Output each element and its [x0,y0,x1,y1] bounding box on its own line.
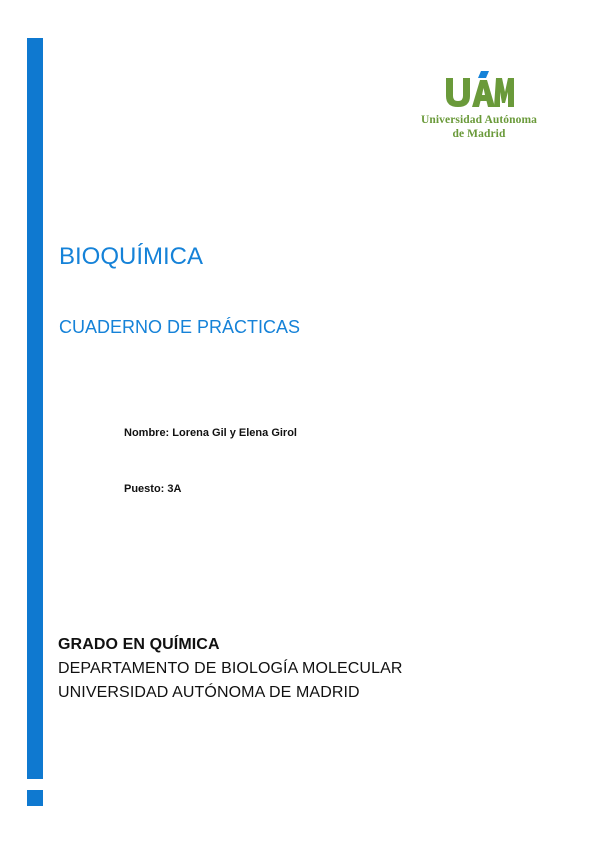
decorative-side-bar [27,38,43,779]
department-name: DEPARTAMENTO DE BIOLOGÍA MOLECULAR [58,660,403,677]
uam-logo-mark [442,70,514,110]
decorative-side-square [27,790,43,806]
university-logo [404,70,554,145]
logo-university-line1: Universidad Autónoma [420,114,538,126]
degree-name: GRADO EN QUÍMICA [58,636,220,653]
logo-university-line2: de Madrid [452,128,506,140]
document-subject-title: BIOQUÍMICA [59,243,204,270]
university-name: UNIVERSIDAD AUTÓNOMA DE MADRID [58,684,360,701]
document-subtitle: CUADERNO DE PRÁCTICAS [59,317,301,337]
lab-post: Puesto: 3A [124,483,182,495]
student-names: Nombre: Lorena Gil y Elena Girol [124,427,297,439]
